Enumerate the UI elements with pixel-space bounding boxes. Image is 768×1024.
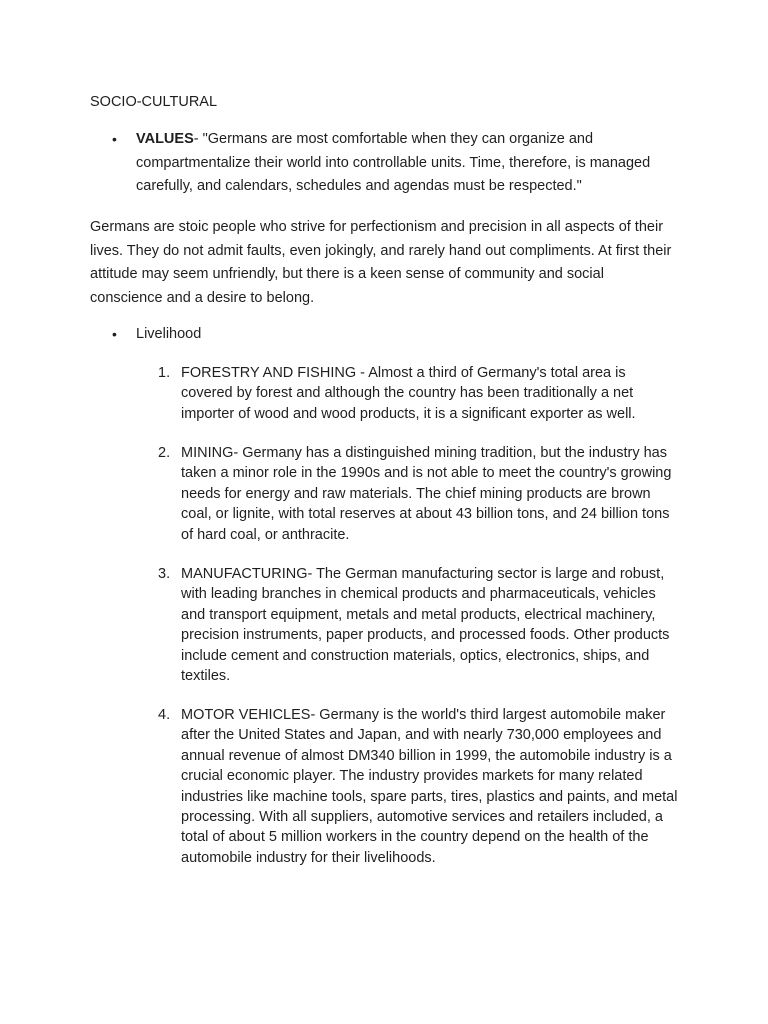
list-item-number: 2. xyxy=(158,445,171,461)
section-heading: SOCIO-CULTURAL xyxy=(90,94,218,110)
list-item xyxy=(90,564,680,686)
list-item-number: 4. xyxy=(158,707,171,723)
list-item-text: MOTOR VEHICLES- Germany is the world's third largest automobile maker after the United States and Japan, and with nearly 730,000 employees and annual revenue of almost DM340 billion in 1999, the automobile industry is a crucial economic player. The industry provides markets for many related industries like machine tools, spare parts, tires, plastics and paints, and metal processing. With all suppliers, automotive services and retailers included, a total of about 5 million workers in the country depend on the health of the automobile industry for their livelihoods. xyxy=(181,707,678,866)
list-item-forestry xyxy=(90,363,680,424)
bullet-dot-icon: • xyxy=(112,326,117,342)
bullet-dot-icon: • xyxy=(112,131,117,147)
values-bullet xyxy=(90,128,680,199)
livelihood-label: Livelihood xyxy=(136,326,202,342)
values-text: - "Germans are most comfortable when they can organize and compartmentalize their world into controllable units. Time, therefore, is managed carefully, and calendars, schedules and agendas must be respected." xyxy=(136,131,651,194)
values-label: VALUES xyxy=(136,131,194,147)
list-item-number: 3. xyxy=(158,566,171,582)
list-item xyxy=(90,363,680,424)
livelihood-bullet-row xyxy=(90,323,680,347)
livelihood-bullet xyxy=(90,323,680,347)
list-item-manufacturing xyxy=(90,564,680,686)
list-item-motor-vehicles xyxy=(90,705,680,868)
list-item-mining xyxy=(90,443,680,545)
list-item-text: MINING- Germany has a distinguished mining tradition, but the industry has taken a minor role in the 1990s and is not able to meet the country's growing needs for energy and raw materials. The chief mining products are brown coal, or lignite, with total reserves at about 43 billion tons, and 24 billion tons of hard coal, or anthracite. xyxy=(181,445,672,543)
list-item-number: 1. xyxy=(158,365,171,381)
list-item-text: FORESTRY AND FISHING - Almost a third of Germany's total area is covered by forest and although the country has been traditionally a net importer of wood and wood products, it is a significant exporter as well. xyxy=(181,365,636,422)
list-item xyxy=(90,705,680,868)
germans-paragraph: Germans are stoic people who strive for perfectionism and precision in all aspects of their lives. They do not admit faults, even jokingly, and rarely hand out compliments. At first their attitude may seem unfriendly, but there is a keen sense of community and social conscience and a desire to belong. xyxy=(90,219,672,306)
values-bullet-row xyxy=(90,128,680,199)
list-item-text: MANUFACTURING- The German manufacturing sector is large and robust, with leading branches in chemical products and pharmaceuticals, vehicles and transport equipment, metals and metal products, electrical machinery, precision instruments, paper products, and processed foods. Other products include cement and construction materials, optics, electronics, ships, and textiles. xyxy=(181,566,670,685)
list-item xyxy=(90,443,680,545)
